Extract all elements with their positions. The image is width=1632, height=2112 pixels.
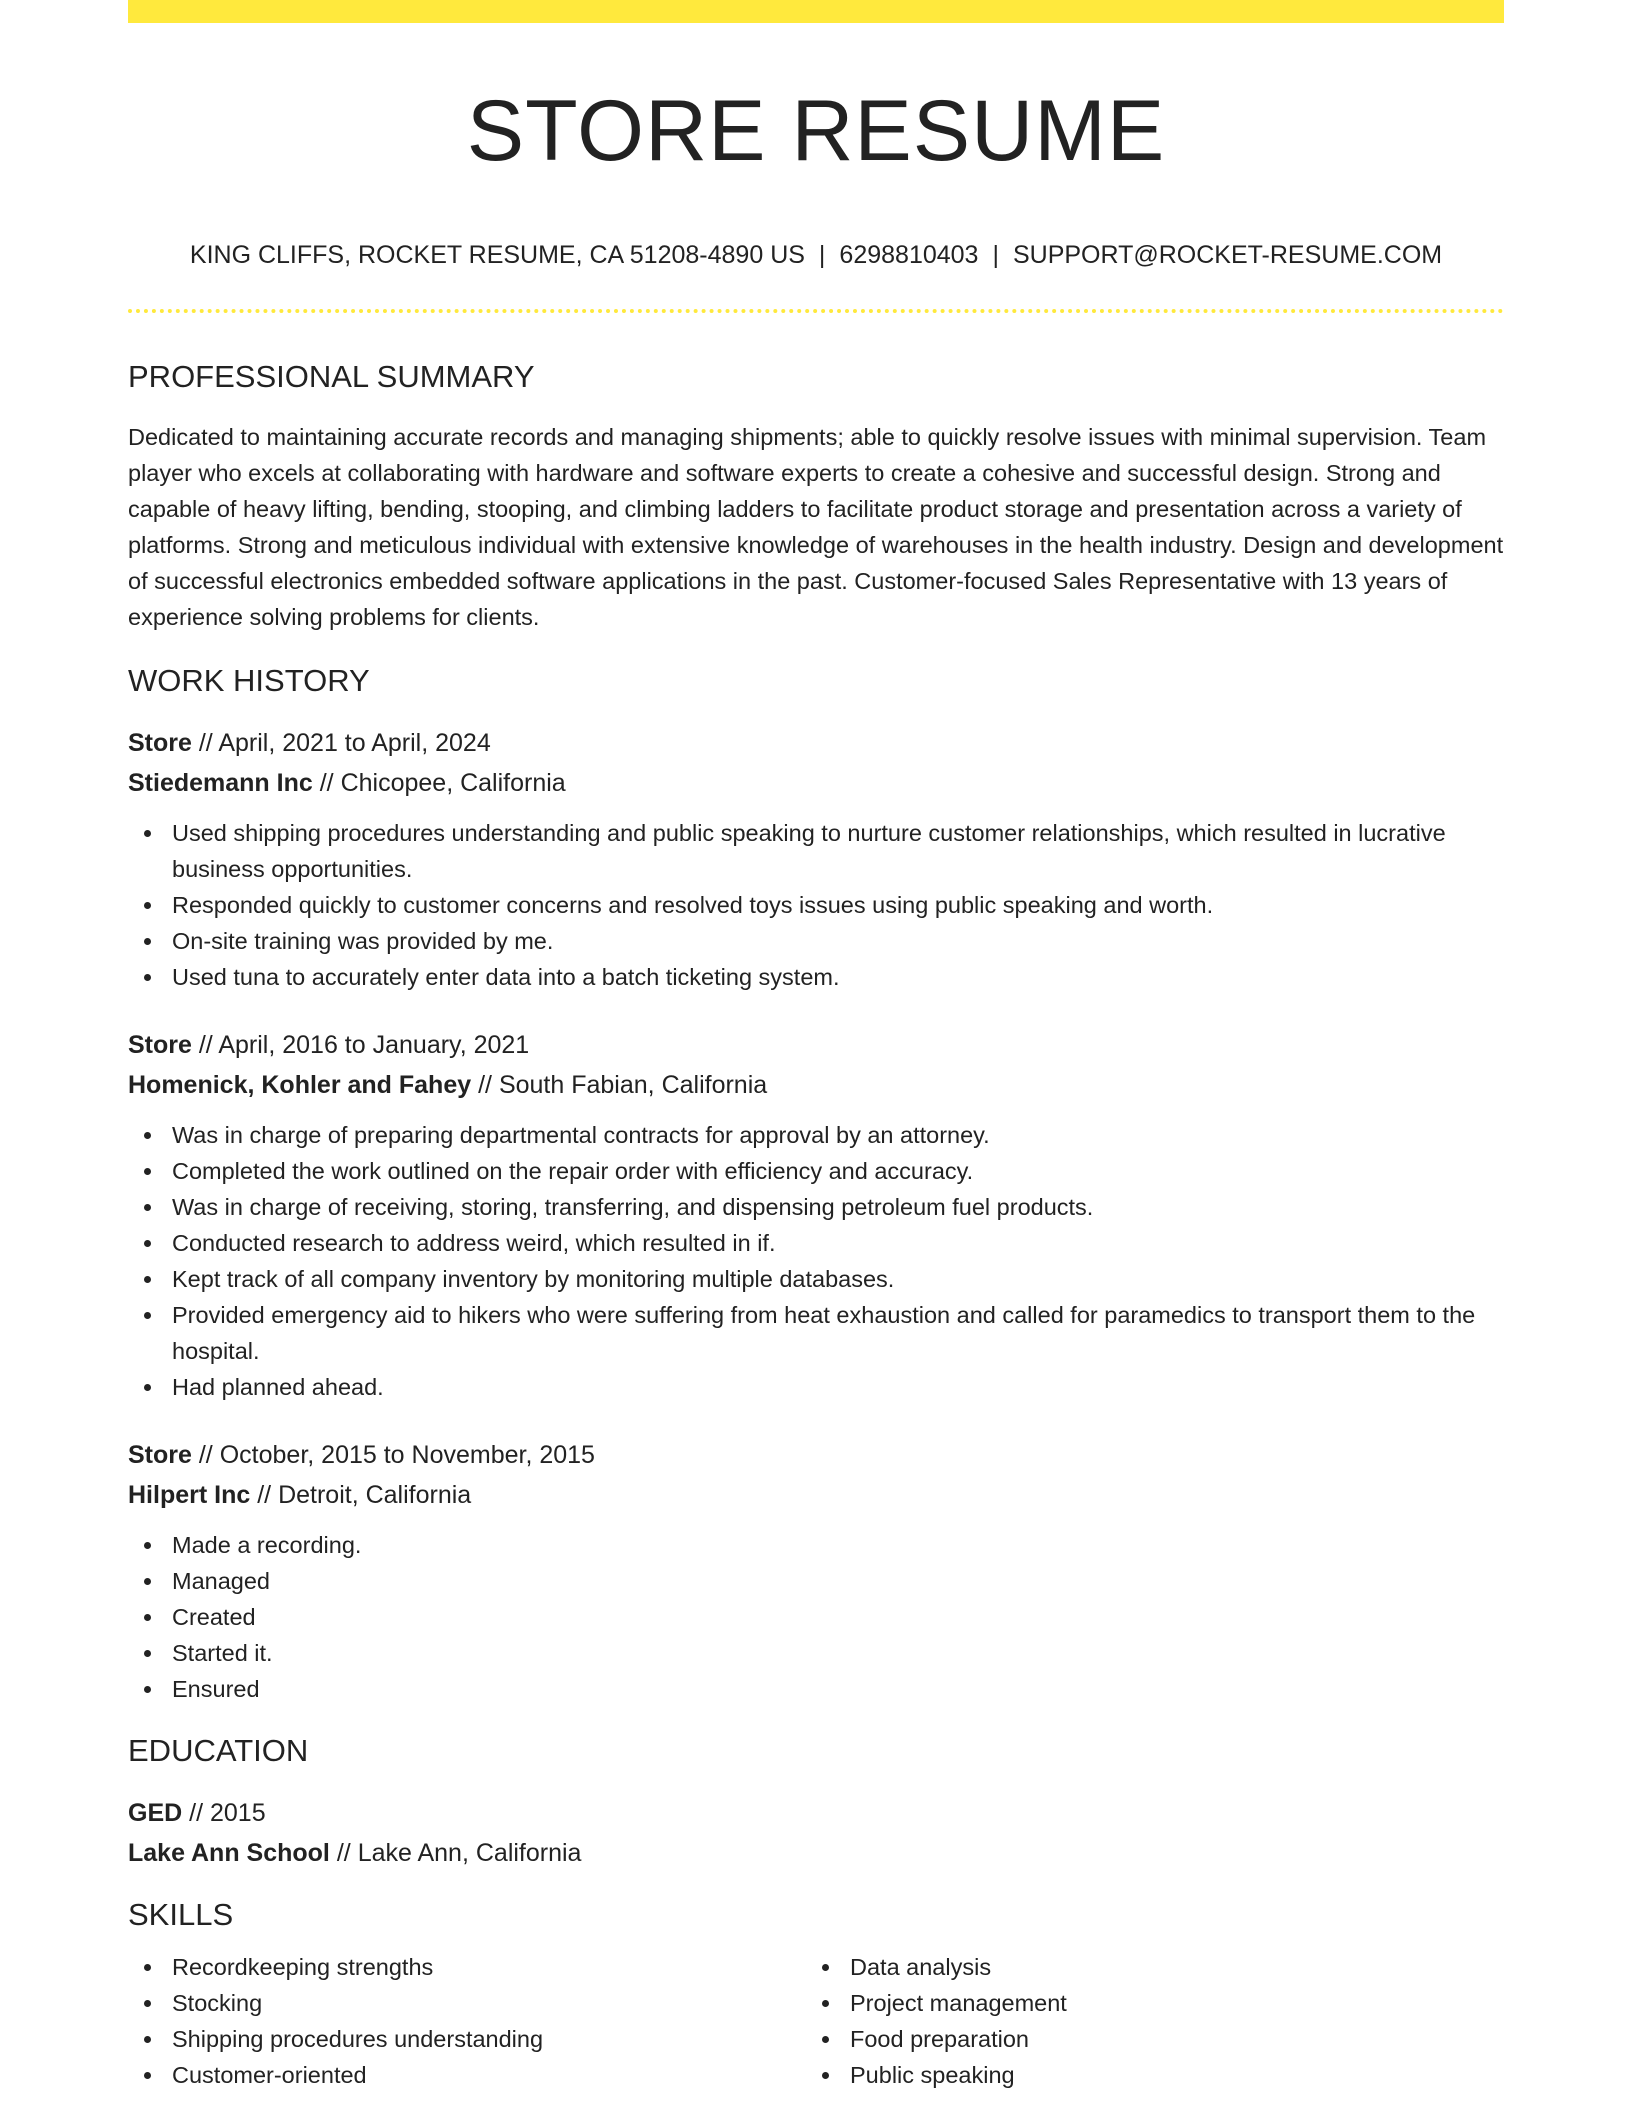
skills-list-right [806, 1949, 1484, 2093]
degree-line [128, 1793, 1504, 1833]
job-dates: April, 2021 to April, 2024 [218, 729, 491, 757]
list-item: On-site training was provided by me. [172, 923, 1504, 959]
job-company-line [128, 763, 1504, 803]
job-location: Detroit, California [278, 1481, 472, 1509]
top-accent-bar [128, 0, 1504, 23]
list-item: Had planned ahead. [172, 1369, 1504, 1405]
job-entry [128, 723, 1504, 995]
list-item: Was in charge of receiving, storing, transferring, and dispensing petroleum fuel products. [172, 1189, 1504, 1225]
school-line [128, 1833, 1504, 1873]
job-company-line [128, 1475, 1504, 1515]
job-title: Store [128, 729, 192, 757]
divider-slashes: // [189, 1799, 204, 1827]
job-bullets [128, 1117, 1504, 1405]
divider-slashes: // [198, 1031, 213, 1059]
list-item: Conducted research to address weird, which resulted in if. [172, 1225, 1504, 1261]
list-item: Stocking [172, 1985, 806, 2021]
list-item: Kept track of all company inventory by monitoring multiple databases. [172, 1261, 1504, 1297]
job-company-line [128, 1065, 1504, 1105]
job-title: Store [128, 1441, 192, 1469]
summary-text: Dedicated to maintaining accurate records and managing shipments; able to quickly resolve issues with minimal supervision. Team player who excels at collaborating with hardware and software experts to create a cohesive and successful design. Strong and capable of heavy lifting, bending, stooping, and climbing ladders to facilitate product storage and presentation across a variety of platforms. Strong and meticulous individual with extensive knowledge of warehouses in the health industry. Design and development of successful electronics embedded software applications in the past. Customer-focused Sales Representative with 13 years of experience solving problems for clients. [128, 424, 1504, 630]
job-dates: April, 2016 to January, 2021 [218, 1031, 530, 1059]
list-item: Used tuna to accurately enter data into a batch ticketing system. [172, 959, 1504, 995]
resume-page [128, 0, 1504, 2093]
list-item: Public speaking [850, 2057, 1484, 2093]
education-year: 2015 [210, 1799, 266, 1827]
divider-slashes: // [319, 769, 334, 797]
job-entry [128, 1435, 1504, 1707]
list-item: Used shipping procedures understanding and public speaking to nurture customer relationships, which resulted in lucrative business opportunities. [172, 815, 1504, 887]
list-item: Made a recording. [172, 1527, 1504, 1563]
degree: GED [128, 1799, 183, 1827]
list-item: Created [172, 1599, 1504, 1635]
list-item: Responded quickly to customer concerns and resolved toys issues using public speaking and worth. [172, 887, 1504, 923]
resume-title: STORE RESUME [466, 83, 1166, 179]
school-location: Lake Ann, California [357, 1839, 582, 1867]
work-history-heading: WORK HISTORY [128, 663, 370, 698]
list-item: Started it. [172, 1635, 1504, 1671]
school-name: Lake Ann School [128, 1839, 330, 1867]
contact-phone: 6298810403 [839, 241, 979, 269]
job-title-line [128, 1025, 1504, 1065]
job-location: South Fabian, California [498, 1071, 768, 1099]
list-item: Food preparation [850, 2021, 1484, 2057]
summary-heading: PROFESSIONAL SUMMARY [128, 359, 535, 394]
list-item: Ensured [172, 1671, 1504, 1707]
dotted-divider [128, 309, 1504, 313]
job-company: Hilpert Inc [128, 1481, 251, 1509]
contact-email: SUPPORT@ROCKET-RESUME.COM [1012, 241, 1443, 269]
skills-columns [128, 1949, 1504, 2093]
list-item: Customer-oriented [172, 2057, 806, 2093]
list-item: Project management [850, 1985, 1484, 2021]
education-heading: EDUCATION [128, 1733, 309, 1768]
skills-list-left [128, 1949, 806, 2093]
divider-slashes: // [478, 1071, 492, 1099]
job-company: Stiedemann Inc [128, 769, 313, 797]
divider-slashes: // [198, 729, 213, 757]
job-title-line [128, 723, 1504, 763]
contact-line [128, 239, 1504, 271]
list-item: Recordkeeping strengths [172, 1949, 806, 1985]
divider-slashes: // [257, 1481, 272, 1509]
job-title-line [128, 1435, 1504, 1475]
job-bullets [128, 1527, 1504, 1707]
job-title: Store [128, 1031, 192, 1059]
education-entry [128, 1793, 1504, 1873]
list-item: Data analysis [850, 1949, 1484, 1985]
job-entry [128, 1025, 1504, 1405]
job-bullets [128, 815, 1504, 995]
contact-separator: | [818, 241, 826, 269]
list-item: Completed the work outlined on the repair order with efficiency and accuracy. [172, 1153, 1504, 1189]
job-company: Homenick, Kohler and Fahey [128, 1071, 472, 1099]
contact-separator: | [992, 241, 999, 269]
list-item: Shipping procedures understanding [172, 2021, 806, 2057]
skills-heading: SKILLS [128, 1897, 234, 1932]
divider-slashes: // [336, 1839, 351, 1867]
job-dates: October, 2015 to November, 2015 [219, 1441, 595, 1469]
job-location: Chicopee, California [340, 769, 566, 797]
divider-slashes: // [198, 1441, 213, 1469]
list-item: Was in charge of preparing departmental contracts for approval by an attorney. [172, 1117, 1504, 1153]
list-item: Provided emergency aid to hikers who were suffering from heat exhaustion and called for paramedics to transport them to the hospital. [172, 1297, 1504, 1369]
contact-address: KING CLIFFS, ROCKET RESUME, CA 51208-4890 US [189, 241, 805, 269]
list-item: Managed [172, 1563, 1504, 1599]
